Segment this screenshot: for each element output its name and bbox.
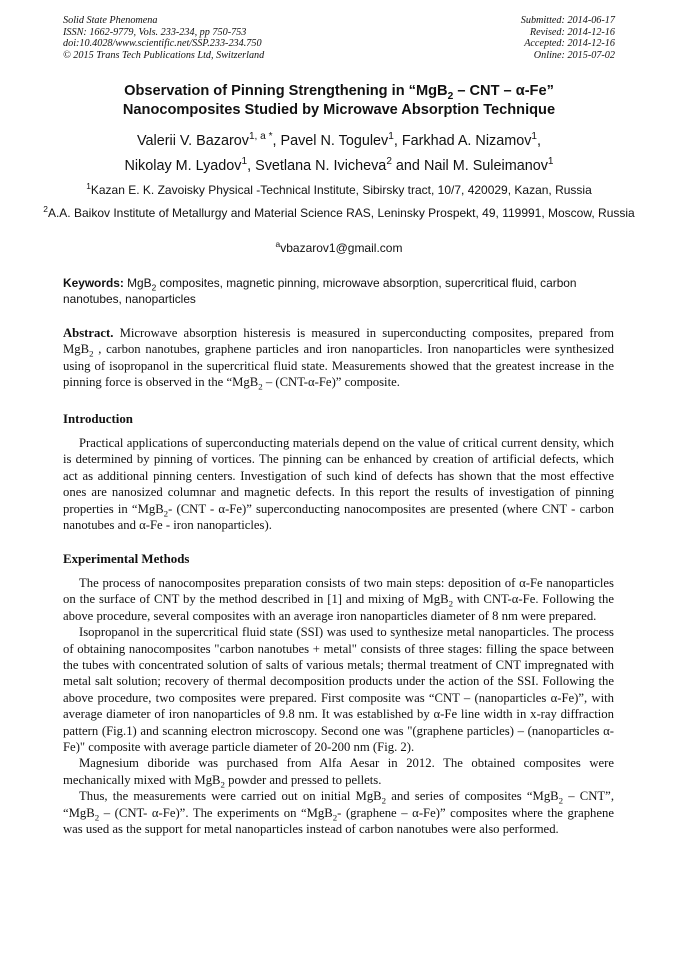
author-name: Nail M. Suleimanov <box>423 158 548 174</box>
paragraph: Magnesium diboride was purchased from Alfa Aesar in 2012. The obtained composites were mechanically mixed with MgB$_2$ powder and pressed to pellets. <box>63 756 614 790</box>
author-name: Svetlana N. Ivicheva <box>255 158 387 174</box>
keywords-label: Keywords: <box>63 276 124 290</box>
journal-info <box>63 15 264 61</box>
abstract-label: Abstract. <box>63 326 114 340</box>
title-line-2: Nanocomposites Studied by Microwave Absorption Technique <box>122 102 556 118</box>
accepted-date: Accepted: 2014-12-16 <box>524 38 615 50</box>
author-name: Pavel N. Togulev <box>280 133 389 149</box>
author-list <box>40 129 638 179</box>
abstract: Abstract. Microwave absorption histeresis is measured in superconducting composites, prepared from MgB$_2$ , carbon nanotubes, graphene particles and iron nanoparticles. Iron nanoparticles were synthesized using of isopropanol in the supercritical fluid state. Measurements showed that the greatest increase in the pinning force is observed in the “MgB$_2$ – (CNT-α-Fe)” composite. <box>63 326 614 392</box>
author-name: Valerii V. Bazarov <box>136 133 249 149</box>
paragraph: The process of nanocomposites preparation consists of two main steps: deposition of α-Fe nanoparticles on the surface of CNT by the method described in [1] and mixing of MgB$_2$ with CNT-α-Fe. Following the above procedure, several composites with an average iron nanoparticles diameter of 8 nm were prepared. <box>63 576 614 623</box>
paragraph: Isopropanol in the supercritical fluid state (SSI) was used to synthesize metal nanoparticles. The process of obtaining nanocomposites "carbon nanotubes + metal" consists of three stages: filling the space between the tubes with concentrated solution of salts of various metals; thermal treatment of CNT impregnated with metal salt solution; recovery of thermal decomposition products under the action of the SSI. Following the above procedure, two composites were prepared. First composite was “CNT – (nanoparticles α-Fe)”, with average diameter of iron nanoparticles of 9.8 nm. It was established by α-Fe line width in x-ray diffraction pattern (Fig.1) and scanning electron microscopy. Second one was "(graphene particles) – (nanoparticles α-Fe)" composite with average particle diameter of 20-200 nm (Fig. 2). <box>63 625 614 755</box>
doi-line: doi:10.4028/www.scientific.net/SSP.233-234.750 <box>63 38 262 50</box>
online-date: Online: 2015-07-02 <box>533 49 615 61</box>
paragraph: Thus, the measurements were carried out on initial MgB$_2$ and series of composites “MgB$_2$ – CNT”, “MgB$_2$ – (CNT- α-Fe)”. The experiments on “MgB$_2$- (graphene – α-Fe)” composites where the graphene was used as the support for metal nanoparticles instead of carbon nanotubes were also performed. <box>63 789 614 837</box>
submitted-date: Submitted: 2014-06-17 <box>520 15 615 26</box>
introduction-text: Practical applications of superconducting materials depend on the value of critical current density, which is determined by pinning of vortices. The pinning can be enhanced by creation of artificial defects, which act as additional pinning centers. Investigation of such kind of defects has shown that the most effective ones are nanosized columnar and magnetic defects. In this report the results of investigation of pinning properties in “MgB$_2$- (CNT - α-Fe)” superconducting nanocomposites are presented (where CNT - carbon nanotubes and α-Fe - iron nanoparticles). <box>63 436 614 533</box>
author-name: Farkhad A. Nizamov <box>401 133 532 149</box>
introduction-heading: Introduction <box>63 412 133 426</box>
keywords: Keywords: MgB$_2$ composites, magnetic pinning, microwave absorption, supercritical fluid, carbon nanotubes, nanoparticles <box>63 276 577 306</box>
title-line-1: Observation of Pinning Strengthening in “MgB$_2$ – CNT – α-Fe” <box>124 83 554 102</box>
affiliation-1: $^1$Kazan E. K. Zavoisky Physical -Technical Institute, Sibirsky tract, 10/7, 420029, Kazan, Russia <box>86 181 592 197</box>
authors-line-2: Nikolay M. Lyadov$^1$, Svetlana N. Ivicheva$^2$ and Nail M. Suleimanov$^1$ <box>124 156 554 174</box>
paper-title <box>40 82 638 120</box>
affiliation-2: $^2$A.A. Baikov Institute of Metallurgy and Material Science RAS, Leninsky Prospekt, 49, 119991, Moscow, Russia <box>43 204 635 220</box>
experimental-text <box>63 575 614 838</box>
copyright-line: © 2015 Trans Tech Publications Ltd, Switzerland <box>63 49 265 61</box>
issn-line: ISSN: 1662-9779, Vols. 233-234, pp 750-753 <box>63 26 247 38</box>
author-name: Nikolay M. Lyadov <box>124 158 242 174</box>
author-email[interactable]: $^a$vbazarov1@gmail.com <box>275 239 403 255</box>
revised-date: Revised: 2014-12-16 <box>529 26 615 38</box>
authors-line-1: Valerii V. Bazarov$^{1, a *}$, Pavel N. Togulev$^1$, Farkhad A. Nizamov$^1$, <box>136 131 542 149</box>
journal-name: Solid State Phenomena <box>63 15 158 26</box>
experimental-heading: Experimental Methods <box>63 552 190 566</box>
submission-dates <box>521 15 615 61</box>
